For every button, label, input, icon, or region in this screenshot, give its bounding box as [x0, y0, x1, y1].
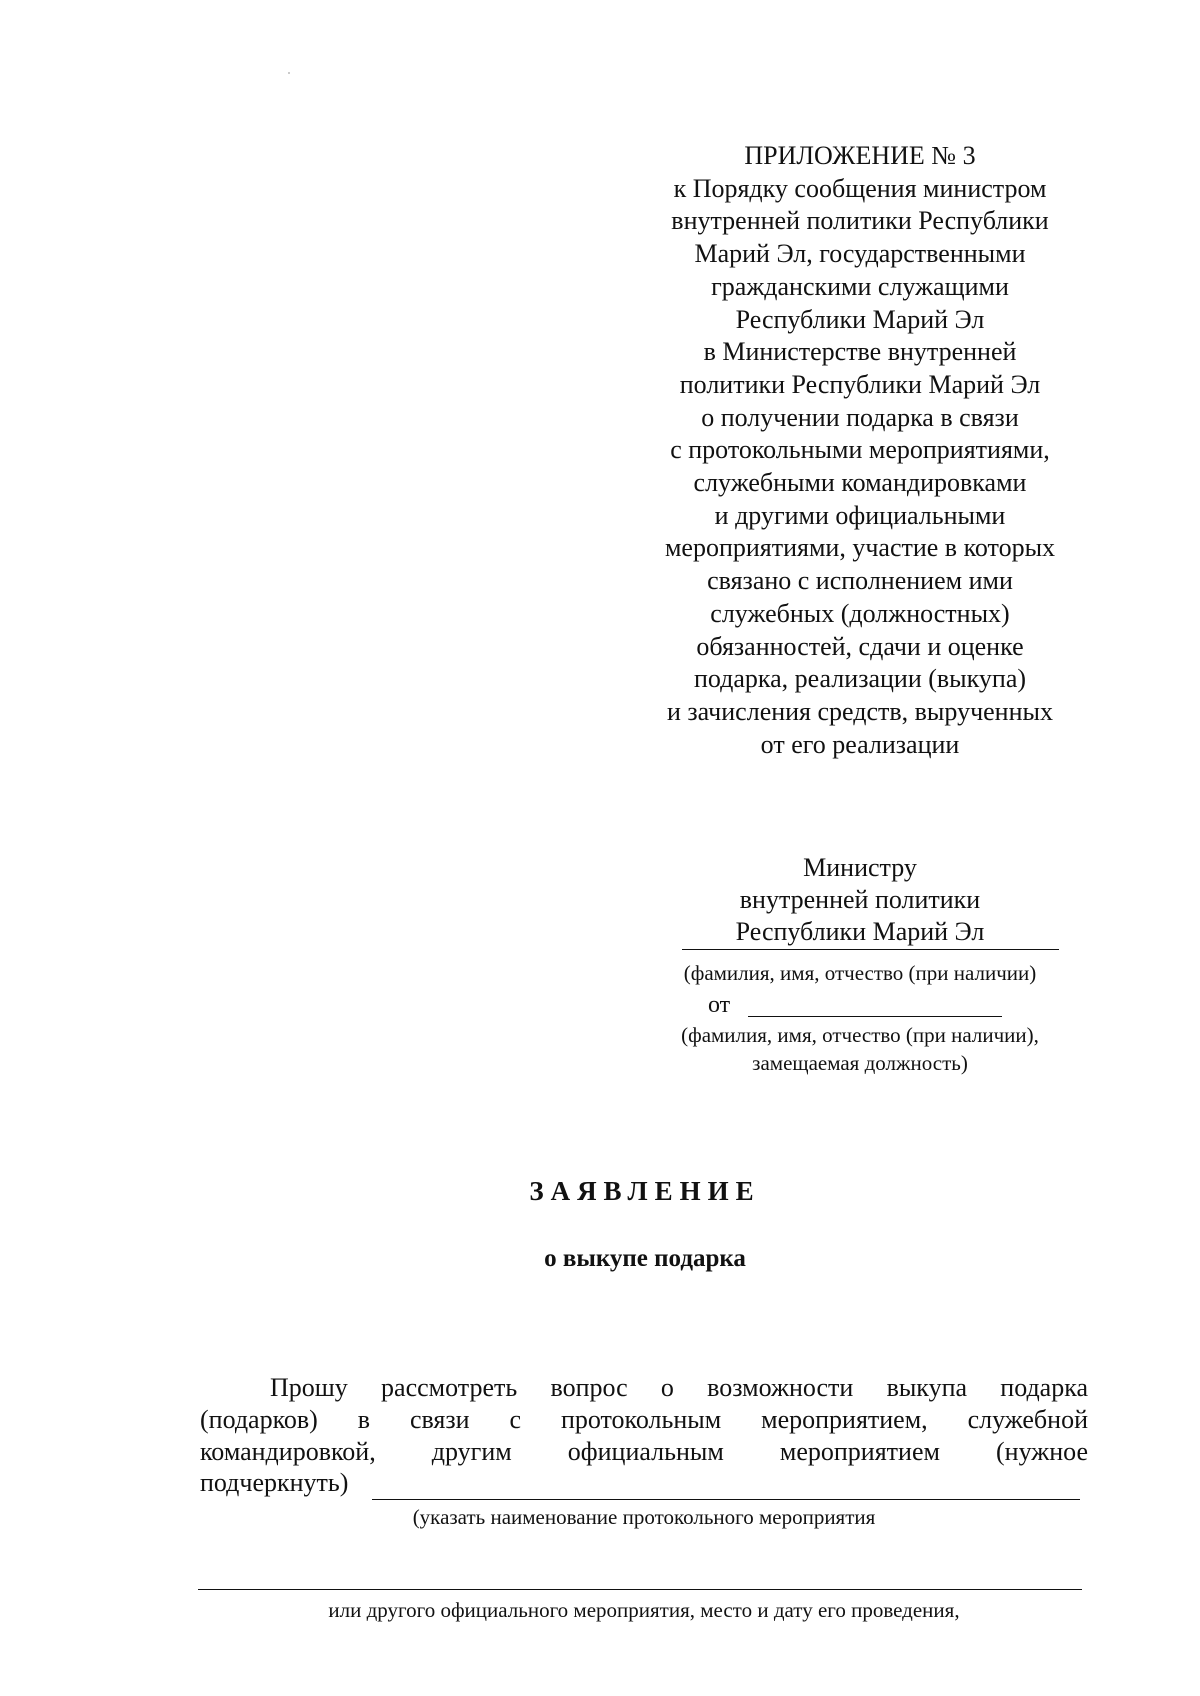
applicant-position-caption: замещаемая должность): [752, 1051, 968, 1075]
appendix-line: Марий Эл, государственными: [694, 239, 1026, 269]
appendix-line: и зачисления средств, вырученных: [667, 696, 1053, 726]
minister-name-blank: [682, 949, 1059, 950]
body-line: подчеркнуть): [200, 1468, 349, 1497]
addressee-line: Министру: [803, 853, 917, 882]
addressee-line: Республики Марий Эл: [735, 917, 985, 946]
addressee-block: [640, 852, 1080, 948]
document-subtitle: о выкупе подарка: [544, 1245, 746, 1272]
document-title: ЗАЯВЛЕНИЕ: [529, 1176, 761, 1206]
body-line: (подарков) в связи с протокольным мероприятием, служебной: [200, 1405, 1088, 1434]
addressee-line: внутренней политики: [739, 885, 981, 914]
body-line: Прошу рассмотреть вопрос о возможности выкупа подарка: [270, 1373, 1088, 1402]
appendix-line: политики Республики Марий Эл: [679, 369, 1041, 399]
appendix-line: служебными командировками: [693, 468, 1027, 498]
minister-name-caption: (фамилия, имя, отчество (при наличии): [683, 961, 1037, 985]
appendix-line: и другими официальными: [714, 500, 1006, 530]
event-name-caption: (указать наименование протокольного мероприятия: [412, 1505, 876, 1529]
applicant-caption: (фамилия, имя, отчество (при наличии),: [681, 1023, 1039, 1047]
appendix-line: гражданскими служащими: [711, 271, 1009, 301]
event-name-blank: [372, 1499, 1080, 1500]
appendix-line: от его реализации: [760, 729, 960, 759]
body-line: командировкой, другим официальным мероприятием (нужное: [200, 1437, 1088, 1466]
appendix-line: ПРИЛОЖЕНИЕ № 3: [744, 141, 976, 170]
event-details-blank: [198, 1589, 1082, 1590]
appendix-line: о получении подарка в связи: [701, 402, 1019, 432]
from-label: от: [708, 992, 731, 1018]
appendix-header: [640, 140, 1080, 761]
appendix-line: служебных (должностных): [710, 598, 1010, 628]
appendix-line: обязанностей, сдачи и оценке: [696, 631, 1024, 661]
appendix-line: в Министерстве внутренней: [703, 337, 1017, 367]
appendix-line: Республики Марий Эл: [735, 304, 985, 334]
appendix-line: к Порядку сообщения министром: [673, 173, 1047, 203]
appendix-line: с протокольными мероприятиями,: [670, 435, 1050, 465]
applicant-name-blank: [748, 1016, 1002, 1017]
appendix-line: подарка, реализации (выкупа): [693, 664, 1027, 694]
event-details-caption: или другого официального мероприятия, место и дату его проведения,: [328, 1598, 960, 1622]
appendix-line: мероприятиями, участие в которых: [664, 533, 1056, 563]
scan-speck: [288, 72, 290, 74]
appendix-line: внутренней политики Республики: [671, 206, 1049, 236]
appendix-line: связано с исполнением ими: [707, 566, 1013, 596]
